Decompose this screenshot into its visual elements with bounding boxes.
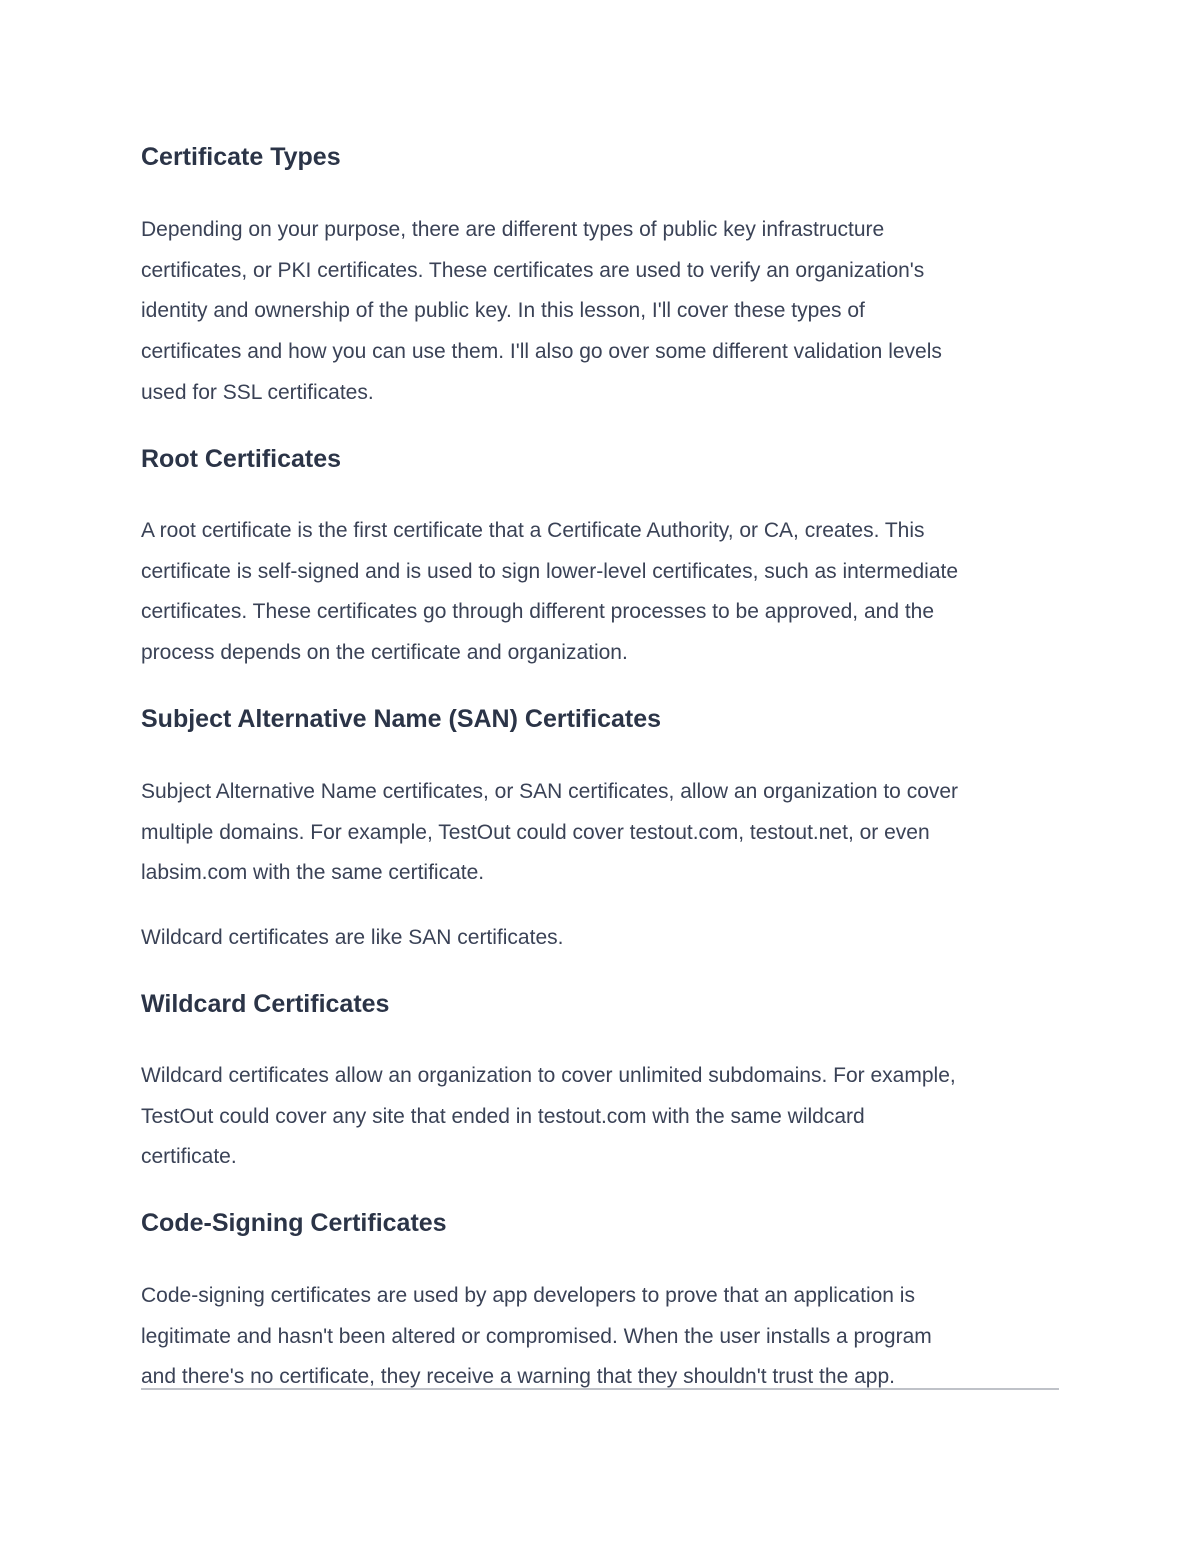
paragraph-code-signing-certificates [141,1276,1059,1398]
text-line: process depends on the certificate and organization. [141,641,628,665]
text-line: certificate is self-signed and is used to sign lower-level certificates, such as intermediate [141,559,959,583]
text-line: multiple domains. For example, TestOut could cover testout.com, testout.net, or even [141,820,930,844]
page-bottom-divider [141,1388,1059,1390]
paragraph-certificate-types-intro [141,210,1059,414]
text-line: labsim.com with the same certificate. [141,861,485,885]
text-line: used for SSL certificates. [141,380,374,404]
text-line: certificates and how you can use them. I'll also go over some different validation levels [141,340,942,364]
text-line: legitimate and hasn't been altered or compromised. When the user installs a program [141,1324,932,1348]
heading-certificate-types: Certificate Types [141,143,341,171]
text-line: Depending on your purpose, there are different types of public key infrastructure [141,218,885,241]
heading-wildcard-certificates: Wildcard Certificates [141,990,390,1018]
heading-code-signing-certificates: Code-Signing Certificates [141,1209,447,1237]
text-line: certificates, or PKI certificates. These certificates are used to verify an organization's [141,258,925,282]
heading-root-certificates: Root Certificates [141,445,342,473]
text-line: certificates. These certificates go through different processes to be approved, and the [141,600,935,624]
text-line: Wildcard certificates allow an organization to cover unlimited subdomains. For example, [141,1064,956,1087]
heading-san-certificates: Subject Alternative Name (SAN) Certificates [141,705,662,733]
text-line: and there's no certificate, they receive a warning that they shouldn't trust the app. [141,1365,895,1389]
text-line: A root certificate is the first certificate that a Certificate Authority, or CA, creates. This [141,519,925,542]
text-line: Wildcard certificates are like SAN certificates. [141,926,564,949]
text-line: Code-signing certificates are used by app developers to prove that an application is [141,1284,915,1307]
paragraph-root-certificates [141,511,1059,674]
paragraph-wildcard-note [141,918,1059,959]
text-line: certificate. [141,1145,237,1169]
paragraph-san-certificates [141,772,1059,894]
paragraph-wildcard-certificates [141,1056,1059,1178]
text-line: TestOut could cover any site that ended in testout.com with the same wildcard [141,1104,865,1128]
text-line: identity and ownership of the public key. In this lesson, I'll cover these types of [141,299,865,323]
text-line: Subject Alternative Name certificates, or SAN certificates, allow an organization to cover [141,780,959,803]
